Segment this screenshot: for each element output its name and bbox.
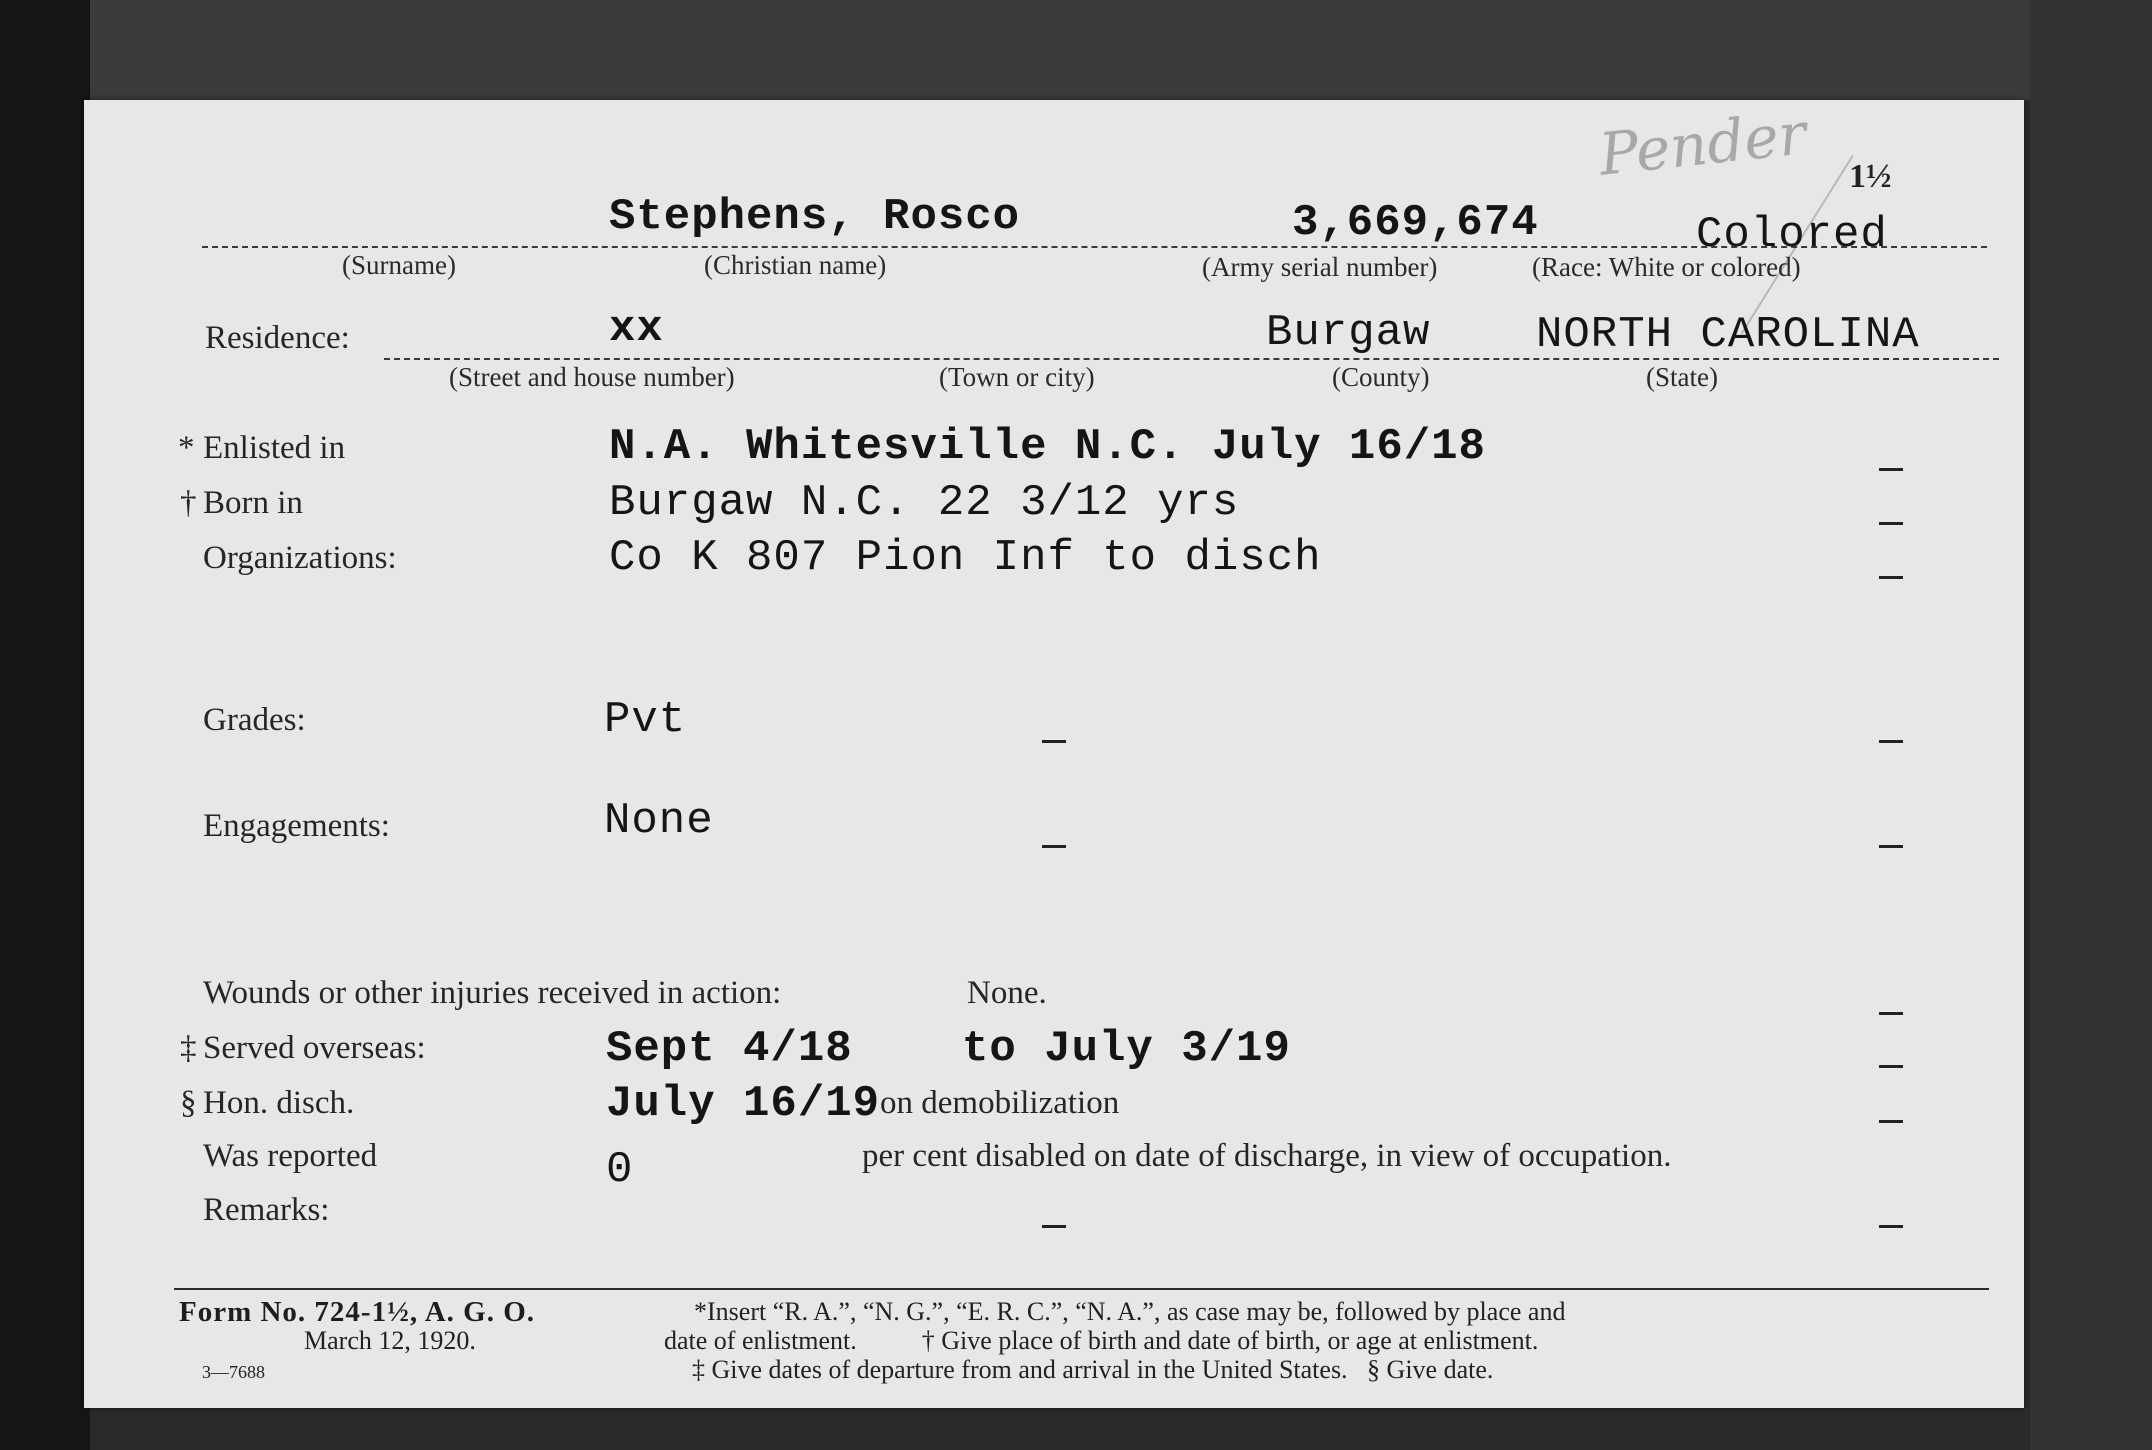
- overseas-from-value: Sept 4/18: [606, 1024, 853, 1074]
- grades-label: Grades:: [203, 702, 306, 738]
- form-date: March 12, 1920.: [304, 1326, 476, 1355]
- serial-number-value: 3,669,674: [1292, 198, 1539, 248]
- print-code: 3—7688: [202, 1362, 265, 1382]
- scan-backdrop-right: [2030, 0, 2152, 1450]
- footer-rule: [174, 1288, 1989, 1290]
- wounds-value: None.: [967, 975, 1047, 1011]
- born-marker: †: [180, 485, 197, 521]
- footer-note-line3: ‡ Give dates of departure from and arrival in the United States. § Give date.: [692, 1355, 1494, 1384]
- corner-number: 1½: [1849, 158, 1892, 195]
- overseas-dash: [1879, 1065, 1903, 1068]
- serial-caption: (Army serial number): [1202, 252, 1438, 282]
- wounds-dash: [1879, 1012, 1903, 1015]
- born-value: Burgaw N.C. 22 3/12 yrs: [609, 478, 1240, 528]
- footer-note-line2: date of enlistment. † Give place of birth and date of birth, or age at enlistment.: [664, 1326, 1539, 1355]
- engagements-label: Engagements:: [203, 808, 390, 844]
- grades-dash: [1879, 740, 1903, 743]
- disch-dash: [1879, 1120, 1903, 1123]
- born-label: Born in: [203, 485, 303, 521]
- county-value: Burgaw: [1266, 308, 1431, 358]
- engagements-dash: [1879, 845, 1903, 848]
- overseas-label: Served overseas:: [203, 1030, 426, 1066]
- enlisted-value: N.A. Whitesville N.C. July 16/18: [609, 422, 1486, 472]
- scan-backdrop-left: [0, 0, 90, 1450]
- enlisted-dash: [1879, 468, 1903, 471]
- remarks-label: Remarks:: [203, 1192, 330, 1228]
- reported-label: Was reported: [203, 1138, 378, 1174]
- form-number: Form No. 724-1½, A. G. O.: [179, 1296, 536, 1328]
- state-caption: (State): [1646, 362, 1718, 392]
- town-caption: (Town or city): [939, 362, 1095, 392]
- scan-backdrop-top: [90, 0, 2152, 100]
- county-caption: (County): [1332, 362, 1430, 392]
- disch-suffix: on demobilization: [880, 1085, 1120, 1121]
- grades-value: Pvt: [604, 695, 687, 745]
- race-value: Colored: [1696, 210, 1888, 260]
- handwritten-note: Pender: [1596, 99, 1810, 189]
- disch-value: July 16/19: [606, 1079, 881, 1129]
- race-caption: (Race: White or colored): [1532, 252, 1801, 282]
- born-dash: [1879, 522, 1903, 525]
- christian-name-caption: (Christian name): [704, 250, 887, 280]
- engagements-value: None: [604, 796, 714, 846]
- state-value: NORTH CAROLINA: [1536, 310, 1920, 360]
- enlisted-marker: *: [178, 430, 195, 466]
- overseas-to-value: to July 3/19: [962, 1024, 1291, 1074]
- wounds-label: Wounds or other injuries received in action:: [203, 975, 782, 1011]
- reported-suffix: per cent disabled on date of discharge, in view of occupation.: [862, 1138, 1672, 1174]
- street-caption: (Street and house number): [449, 362, 735, 392]
- enlisted-label: Enlisted in: [203, 430, 346, 466]
- street-value: xx: [609, 304, 664, 354]
- residence-label: Residence:: [205, 320, 350, 356]
- engagements-dash-mid: [1042, 845, 1066, 848]
- service-record-card: [84, 100, 2024, 1408]
- grades-dash-mid: [1042, 740, 1066, 743]
- residence-rule: [384, 358, 1999, 360]
- reported-value: 0: [606, 1145, 634, 1195]
- header-rule: [202, 246, 1987, 248]
- organizations-dash: [1879, 576, 1903, 579]
- disch-label: Hon. disch.: [203, 1085, 355, 1121]
- organizations-label: Organizations:: [203, 540, 397, 576]
- footer-note-line1: *Insert “R. A.”, “N. G.”, “E. R. C.”, “N. A.”, as case may be, followed by place and: [694, 1297, 1566, 1326]
- overseas-marker: ‡: [180, 1030, 197, 1066]
- organizations-value: Co K 807 Pion Inf to disch: [609, 533, 1322, 583]
- remarks-dash: [1879, 1225, 1903, 1228]
- surname-caption: (Surname): [342, 250, 456, 280]
- remarks-dash-mid: [1042, 1225, 1066, 1228]
- surname-value: Stephens, Rosco: [609, 192, 1021, 242]
- disch-marker: §: [180, 1085, 197, 1121]
